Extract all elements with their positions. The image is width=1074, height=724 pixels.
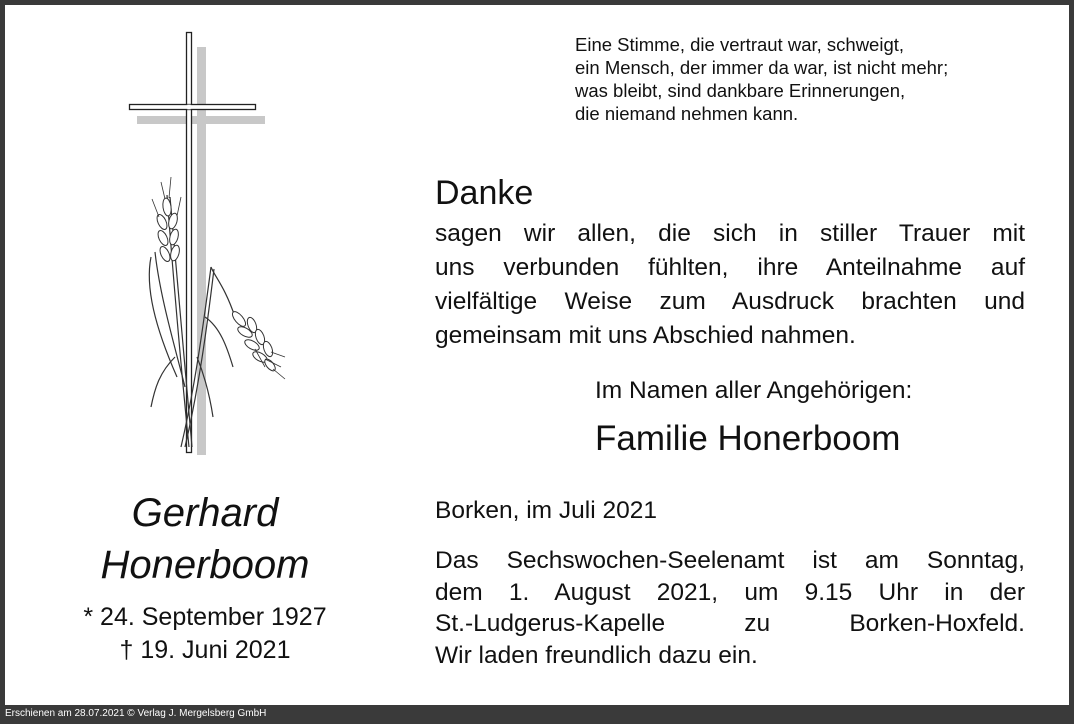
- service-line: Das Sechswochen-Seelenamt ist am Sonntag,: [435, 547, 1025, 574]
- cross-with-wheat-icon: [115, 27, 295, 467]
- service-line: St.-Ludgerus-Kapelle zu Borken-Hoxfeld.: [435, 610, 1025, 637]
- poem-line: ein Mensch, der immer da war, ist nicht mehr;: [575, 57, 949, 78]
- service-info: [435, 545, 1025, 671]
- poem: [575, 33, 1055, 125]
- thanks-line: sagen wir allen, die sich in stiller Trauer mit: [435, 220, 1025, 247]
- service-line: Wir laden freundlich dazu ein.: [435, 641, 758, 669]
- thanks-line: gemeinsam mit uns Abschied nahmen.: [435, 322, 856, 349]
- thanks-title: Danke: [435, 174, 534, 212]
- place-date: Borken, im Juli 2021: [435, 497, 657, 524]
- poem-line: was bleibt, sind dankbare Erinnerungen,: [575, 80, 906, 101]
- publication-footer: Erschienen am 28.07.2021 © Verlag J. Mergelsberg GmbH: [5, 708, 267, 719]
- deceased-first-name: Gerhard: [131, 491, 279, 535]
- deceased-last-name: Honerboom: [100, 543, 310, 587]
- thanks-line: uns verbunden fühlten, ihre Anteilnahme auf: [435, 254, 1025, 281]
- poem-line: die niemand nehmen kann.: [575, 103, 799, 124]
- signature-intro: Im Namen aller Angehörigen:: [595, 377, 913, 404]
- signature-family: Familie Honerboom: [595, 419, 901, 458]
- obituary-card: [5, 5, 1069, 705]
- service-line: dem 1. August 2021, um 9.15 Uhr in der: [435, 578, 1025, 606]
- death-date: † 19. Juni 2021: [119, 636, 291, 664]
- poem-line: Eine Stimme, die vertraut war, schweigt,: [575, 34, 905, 55]
- thanks-line: vielfältige Weise zum Ausdruck brachten und: [435, 288, 1025, 315]
- birth-date: * 24. September 1927: [83, 603, 327, 631]
- thanks-text: [435, 217, 1025, 353]
